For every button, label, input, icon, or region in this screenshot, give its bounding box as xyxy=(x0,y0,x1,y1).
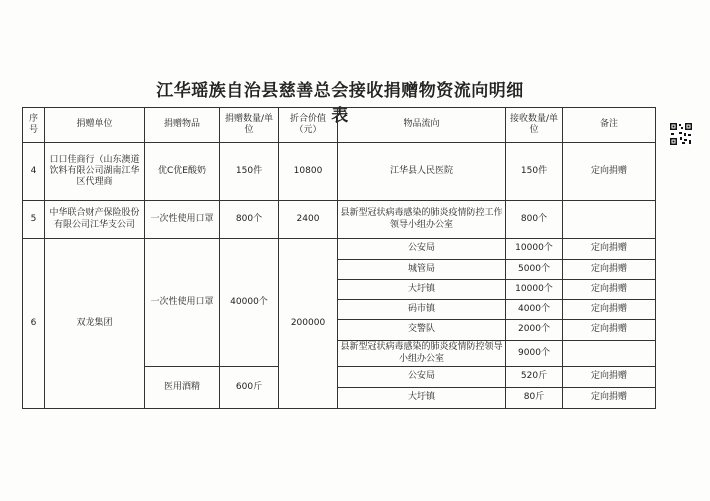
table-row xyxy=(23,239,656,260)
cell-destination: 县新型冠状病毒感染的肺炎疫情防控领导小组办公室 xyxy=(338,341,506,367)
cell-qty: 600斤 xyxy=(220,367,279,409)
cell-destination: 码市镇 xyxy=(338,300,506,320)
cell-note: 定向捐赠 xyxy=(563,239,656,260)
table-row xyxy=(23,201,656,239)
cell-item: 医用酒精 xyxy=(145,367,220,409)
col-header-destination: 物品流向 xyxy=(338,108,506,143)
cell-received: 9000个 xyxy=(506,341,563,367)
cell-qty: 150件 xyxy=(220,143,279,201)
cell-value: 10800 xyxy=(279,143,338,201)
col-header-note: 备注 xyxy=(563,108,656,143)
cell-qty: 40000个 xyxy=(220,239,279,367)
col-header-received: 接收数量/单位 xyxy=(506,108,563,143)
cell-received: 4000个 xyxy=(506,300,563,320)
cell-destination: 县新型冠状病毒感染的肺炎疫情防控工作领导小组办公室 xyxy=(338,201,506,239)
table-header-row xyxy=(23,108,656,143)
cell-destination: 城管局 xyxy=(338,260,506,280)
cell-received: 150件 xyxy=(506,143,563,201)
cell-destination: 大圩镇 xyxy=(338,280,506,300)
table-row xyxy=(23,143,656,201)
cell-destination: 交警队 xyxy=(338,320,506,341)
cell-received: 10000个 xyxy=(506,280,563,300)
cell-received: 5000个 xyxy=(506,260,563,280)
col-header-item: 捐赠物品 xyxy=(145,108,220,143)
cell-destination: 公安局 xyxy=(338,239,506,260)
col-header-no: 序号 xyxy=(23,108,45,143)
cell-note xyxy=(563,341,656,367)
cell-received: 80斤 xyxy=(506,388,563,409)
cell-no: 5 xyxy=(23,201,45,239)
cell-value: 200000 xyxy=(279,239,338,409)
qr-code-icon xyxy=(669,122,693,146)
cell-donor: 口口佳商行（山东澳道饮料有限公司湖南江华区代理商 xyxy=(45,143,145,201)
cell-no: 6 xyxy=(23,239,45,409)
cell-donor: 双龙集团 xyxy=(45,239,145,409)
cell-destination: 公安局 xyxy=(338,367,506,388)
cell-received: 10000个 xyxy=(506,239,563,260)
cell-no: 4 xyxy=(23,143,45,201)
cell-note: 定向捐赠 xyxy=(563,388,656,409)
cell-item: 一次性使用口罩 xyxy=(145,201,220,239)
cell-note: 定向捐赠 xyxy=(563,320,656,341)
cell-note: 定向捐赠 xyxy=(563,260,656,280)
cell-qty: 800个 xyxy=(220,201,279,239)
cell-destination: 大圩镇 xyxy=(338,388,506,409)
donation-table xyxy=(22,107,656,409)
cell-note xyxy=(563,201,656,239)
cell-value: 2400 xyxy=(279,201,338,239)
col-header-qty: 捐赠数量/单位 xyxy=(220,108,279,143)
cell-received: 2000个 xyxy=(506,320,563,341)
document-title: 江华瑶族自治县慈善总会接收捐赠物资流向明细表 xyxy=(156,81,524,126)
cell-note: 定向捐赠 xyxy=(563,367,656,388)
cell-note: 定向捐赠 xyxy=(563,280,656,300)
cell-item: 一次性使用口罩 xyxy=(145,239,220,367)
cell-received: 520斤 xyxy=(506,367,563,388)
cell-donor: 中华联合财产保险股份有限公司江华支公司 xyxy=(45,201,145,239)
col-header-value: 折合价值（元） xyxy=(279,108,338,143)
cell-received: 800个 xyxy=(506,201,563,239)
cell-item: 优C优E酸奶 xyxy=(145,143,220,201)
col-header-donor: 捐赠单位 xyxy=(45,108,145,143)
cell-destination: 江华县人民医院 xyxy=(338,143,506,201)
cell-note: 定向捐赠 xyxy=(563,300,656,320)
cell-note: 定向捐赠 xyxy=(563,143,656,201)
